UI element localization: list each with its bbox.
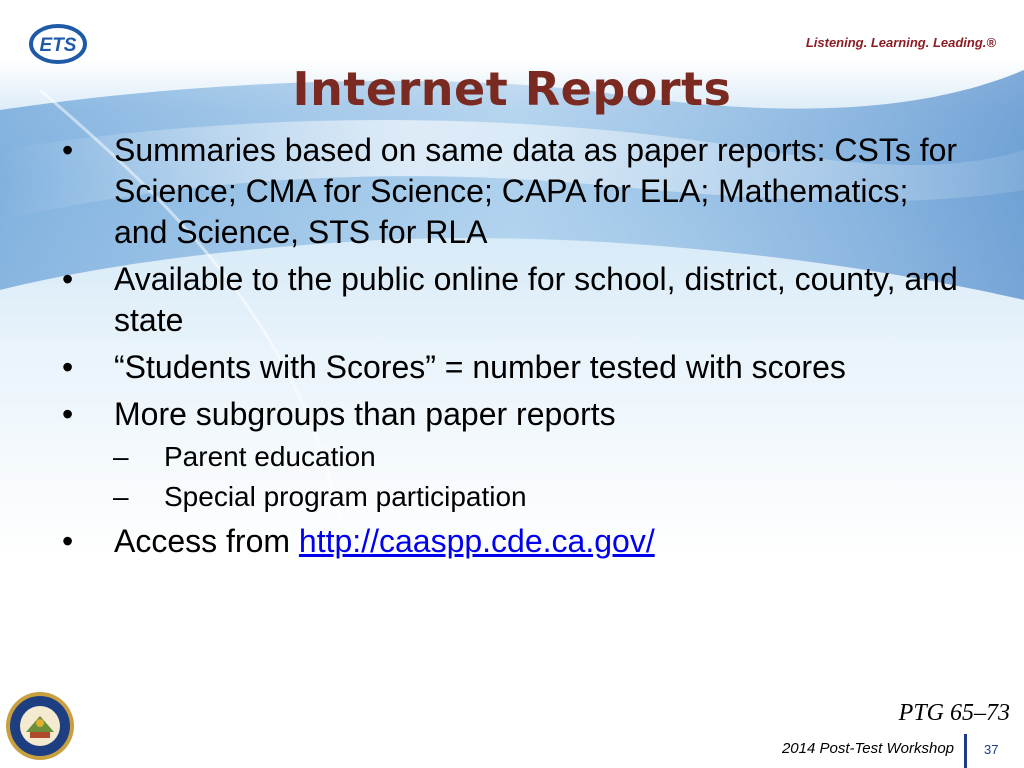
- bullet-item: [58, 347, 958, 388]
- sub-bullet-item: [58, 439, 958, 475]
- footer-divider: [964, 734, 967, 768]
- ets-logo: [28, 22, 92, 66]
- sub-bullet-text: Parent education: [164, 441, 376, 472]
- bullet-item: [58, 259, 958, 341]
- bullet-marker: •: [62, 132, 74, 168]
- access-prefix: Access from: [114, 523, 299, 559]
- bullet-list: [58, 130, 958, 568]
- bullet-item: [58, 130, 958, 253]
- bullet-text: Summaries based on same data as paper reports: CSTs for Science; CMA for Science; CAPA for ELA; Mathematics; and Science, STS for RLA: [114, 132, 958, 250]
- state-seal-icon: [4, 690, 76, 762]
- bullet-item-access: [58, 521, 958, 562]
- bullet-marker: •: [62, 396, 74, 432]
- sub-bullet-marker: –: [113, 441, 129, 472]
- caaspp-link[interactable]: http://caaspp.cde.ca.gov/: [298, 523, 655, 559]
- sub-bullet-text: Special program participation: [164, 481, 527, 512]
- bullet-marker: •: [62, 261, 74, 297]
- sub-bullet-marker: –: [113, 481, 129, 512]
- ets-logo-text: ETS: [39, 35, 77, 56]
- page-number: 37: [984, 742, 999, 757]
- page-title: Internet Reports: [292, 62, 732, 116]
- sub-bullet-item: [58, 479, 958, 515]
- bullet-marker: •: [62, 349, 74, 385]
- footer-workshop: 2014 Post-Test Workshop: [781, 740, 954, 757]
- bullet-text: More subgroups than paper reports: [114, 396, 616, 432]
- bullet-marker: •: [62, 523, 74, 559]
- tagline: Listening. Learning. Leading.®: [805, 35, 996, 50]
- ptg-reference: PTG 65–73: [898, 700, 1010, 726]
- bullet-text: Available to the public online for school, district, county, and state: [114, 261, 958, 338]
- bullet-item: [58, 394, 958, 435]
- bullet-text: “Students with Scores” = number tested with scores: [114, 349, 846, 385]
